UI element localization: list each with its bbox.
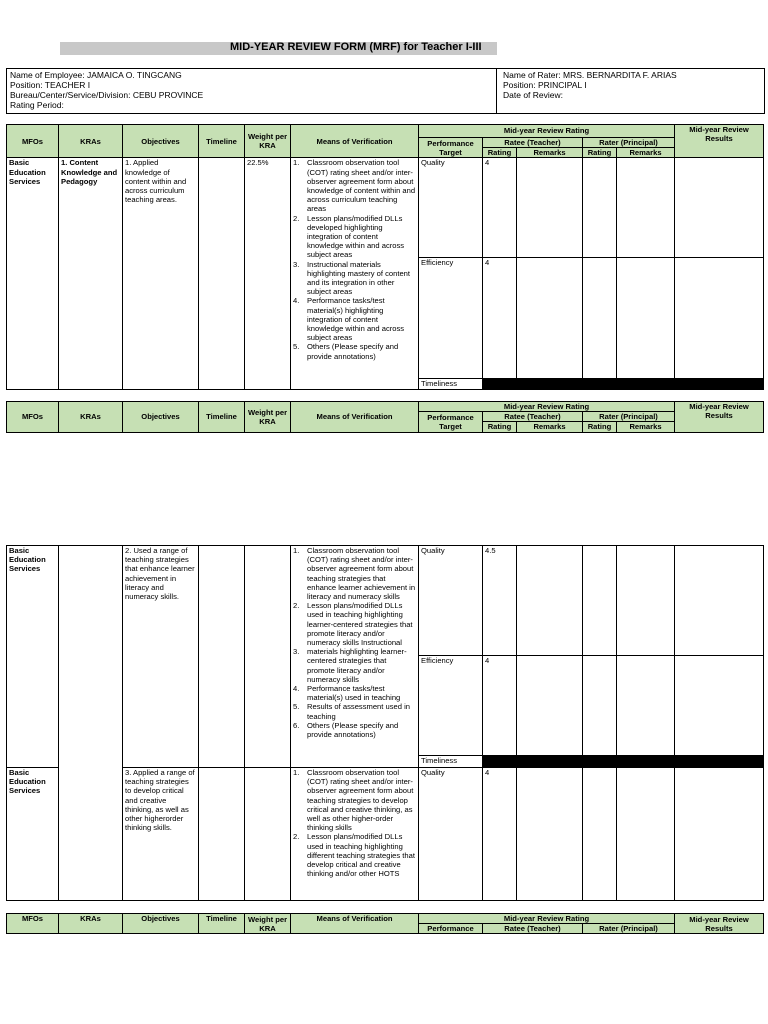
- header-weight: Weight per KRA: [245, 402, 291, 433]
- header-kras: KRAs: [59, 914, 123, 934]
- header-ratee-remarks: Remarks: [517, 148, 583, 158]
- header-ratee-rating: Rating: [483, 422, 517, 432]
- timeliness-blackout: [483, 379, 764, 390]
- mov-item: 2. Lesson plans/modified DLLs used in teaching highlighting learner-centered strategies that promote literacy and/or numeracy skills Instructional: [293, 601, 413, 648]
- target-efficiency: Efficiency: [419, 258, 483, 379]
- review-table-header-2: [6, 401, 764, 433]
- kra-cell: [59, 546, 123, 901]
- mov-list: [293, 158, 416, 360]
- header-objectives: Objectives: [123, 914, 199, 934]
- rater-rating: [583, 546, 617, 656]
- rater-position: Position: PRINCIPAL I: [503, 80, 587, 90]
- rating-period: Rating Period:: [10, 100, 64, 110]
- header-target: Performance: [419, 924, 483, 934]
- review-date: Date of Review:: [503, 90, 563, 100]
- header-rater: Rater (Principal): [583, 412, 675, 422]
- rater-rating: [583, 768, 617, 901]
- header-ratee: Ratee (Teacher): [483, 412, 583, 422]
- mov-cell: [291, 768, 419, 901]
- mov-item: 3. Instructional materials highlighting mastery of content and its integration in other subject areas: [293, 259, 410, 297]
- review-table-1: [6, 124, 764, 390]
- header-objectives: Objectives: [123, 125, 199, 158]
- target-timeliness: Timeliness: [419, 379, 483, 390]
- employee-name: Name of Employee: JAMAICA O. TINGCANG: [10, 70, 182, 80]
- mov-item: 4. Performance tasks/test material(s) highlighting integration of content knowledge within and across subject areas: [293, 296, 405, 343]
- timeline-cell: [199, 546, 245, 768]
- header-results: Mid-year Review Results: [675, 402, 764, 433]
- rater-remarks: [617, 768, 675, 901]
- weight-cell: 22.5%: [245, 158, 291, 390]
- review-table-2: [6, 545, 764, 901]
- header-midyear-rating: Mid-year Review Rating: [419, 402, 675, 412]
- header-midyear-rating: Mid-year Review Rating: [419, 125, 675, 138]
- ratee-rating-efficiency: 4: [483, 258, 517, 379]
- results-cell: [675, 258, 764, 379]
- header-rater-remarks: Remarks: [617, 148, 675, 158]
- employee-bureau: Bureau/Center/Service/Division: CEBU PROVINCE: [10, 90, 204, 100]
- ratee-remarks: [517, 768, 583, 901]
- header-ratee: Ratee (Teacher): [483, 138, 583, 148]
- header-ratee-remarks: Remarks: [517, 422, 583, 432]
- weight-cell: [245, 768, 291, 901]
- mov-item: 5. Results of assessment used in teaching: [293, 702, 410, 721]
- timeline-cell: [199, 768, 245, 901]
- mfo-cell: Basic Education Services: [7, 546, 59, 768]
- header-rater-remarks: Remarks: [617, 422, 675, 432]
- header-ratee-rating: Rating: [483, 148, 517, 158]
- mfo-cell: Basic Education Services: [7, 158, 59, 390]
- objective-cell: 2. Used a range of teaching strategies that enhance learner achievement in literacy and numeracy skills.: [123, 546, 199, 768]
- review-table-header-3: [6, 913, 764, 934]
- results-cell: [675, 656, 764, 756]
- mfo-cell: Basic Education Services: [7, 768, 59, 901]
- mov-item: 5. Others (Please specify and provide annotations): [293, 342, 399, 361]
- mov-list: [293, 546, 416, 739]
- mov-cell: [291, 546, 419, 768]
- header-ratee: Ratee (Teacher): [483, 924, 583, 934]
- header-mfos: MFOs: [7, 402, 59, 433]
- weight-cell: [245, 546, 291, 768]
- target-timeliness: Timeliness: [419, 756, 483, 768]
- header-rater-rating: Rating: [583, 148, 617, 158]
- rater-info: [497, 69, 764, 113]
- mov-item: 2. Lesson plans/modified DLLs developed highlighting integration of content knowledge within and across subject areas: [293, 213, 405, 260]
- rater-name: Name of Rater: MRS. BERNARDITA F. ARIAS: [503, 70, 677, 80]
- mov-item: 2. Lesson plans/modified DLLs used in teaching highlighting different teaching strategies that develop critical and creative thinking and/or other HOTS: [293, 832, 415, 879]
- target-efficiency: Efficiency: [419, 656, 483, 756]
- rater-rating: [583, 656, 617, 756]
- header-mfos: MFOs: [7, 125, 59, 158]
- header-midyear-rating: Mid-year Review Rating: [419, 914, 675, 924]
- timeline-cell: [199, 158, 245, 390]
- ratee-rating-quality: 4.5: [483, 546, 517, 656]
- results-cell: [675, 768, 764, 901]
- header-rater-rating: Rating: [583, 422, 617, 432]
- header-objectives: Objectives: [123, 402, 199, 433]
- rater-remarks: [617, 258, 675, 379]
- employee-info-box: [6, 68, 765, 114]
- mov-list: [293, 768, 416, 878]
- header-timeline: Timeline: [199, 402, 245, 433]
- mov-item: 1. Classroom observation tool (COT) rating sheet and/or inter-observer agreement form about knowledge of content within and across curriculum teaching areas: [293, 158, 416, 214]
- employee-info: [7, 69, 497, 113]
- ratee-rating-efficiency: 4: [483, 656, 517, 756]
- rater-rating: [583, 258, 617, 379]
- header-mov: Means of Verification: [291, 125, 419, 158]
- header-weight: Weight per KRA: [245, 914, 291, 934]
- header-timeline: Timeline: [199, 125, 245, 158]
- header-target: Performance Target: [419, 138, 483, 158]
- mov-cell: [291, 158, 419, 390]
- employee-position: Position: TEACHER I: [10, 80, 91, 90]
- target-quality: Quality: [419, 158, 483, 258]
- ratee-remarks: [517, 258, 583, 379]
- header-results: Mid-year Review Results: [675, 125, 764, 158]
- ratee-remarks: [517, 656, 583, 756]
- mov-item: 3. materials highlighting learner-centered strategies that promote literacy and/or numeracy skills: [293, 647, 407, 684]
- objective-cell: 3. Applied a range of teaching strategies to develop critical and creative thinking, as well as other higherorder thinking skills.: [123, 768, 199, 901]
- ratee-rating-quality: 4: [483, 768, 517, 901]
- kra-cell: 1. Content Knowledge and Pedagogy: [59, 158, 123, 390]
- header-rater: Rater (Principal): [583, 138, 675, 148]
- ratee-remarks: [517, 158, 583, 258]
- header-rater: Rater (Principal): [583, 924, 675, 934]
- rater-remarks: [617, 158, 675, 258]
- ratee-rating-quality: 4: [483, 158, 517, 258]
- results-cell: [675, 546, 764, 656]
- mov-item: 4. Performance tasks/test material(s) used in teaching: [293, 684, 401, 703]
- header-kras: KRAs: [59, 402, 123, 433]
- form-title: [60, 41, 680, 53]
- timeliness-blackout: [483, 756, 764, 768]
- header-weight: Weight per KRA: [245, 125, 291, 158]
- mov-item: 1. Classroom observation tool (COT) rating sheet and/or inter-observer agreement form about teaching strategies that enhance learner achievement in literacy and numeracy skills: [293, 546, 416, 602]
- header-mfos: MFOs: [7, 914, 59, 934]
- header-mov: Means of Verification: [291, 914, 419, 934]
- rater-remarks: [617, 656, 675, 756]
- ratee-remarks: [517, 546, 583, 656]
- objective-cell: 1. Applied knowledge of content within and across curriculum teaching areas.: [123, 158, 199, 390]
- mov-item: 1. Classroom observation tool (COT) rating sheet and/or inter-observer agreement form about teaching strategies to develop critical and creative thinking, as well as other higher-order thinking skills: [293, 768, 414, 833]
- header-mov: Means of Verification: [291, 402, 419, 433]
- header-timeline: Timeline: [199, 914, 245, 934]
- rater-rating: [583, 158, 617, 258]
- form-title-text: MID-YEAR REVIEW FORM (MRF) for Teacher I-III: [230, 41, 482, 53]
- results-cell: [675, 158, 764, 258]
- target-quality: Quality: [419, 546, 483, 656]
- header-kras: KRAs: [59, 125, 123, 158]
- mov-item: 6. Others (Please specify and provide annotations): [293, 720, 399, 740]
- header-target: Performance Target: [419, 412, 483, 432]
- header-results: Mid-year Review Results: [675, 914, 764, 934]
- target-quality: Quality: [419, 768, 483, 901]
- rater-remarks: [617, 546, 675, 656]
